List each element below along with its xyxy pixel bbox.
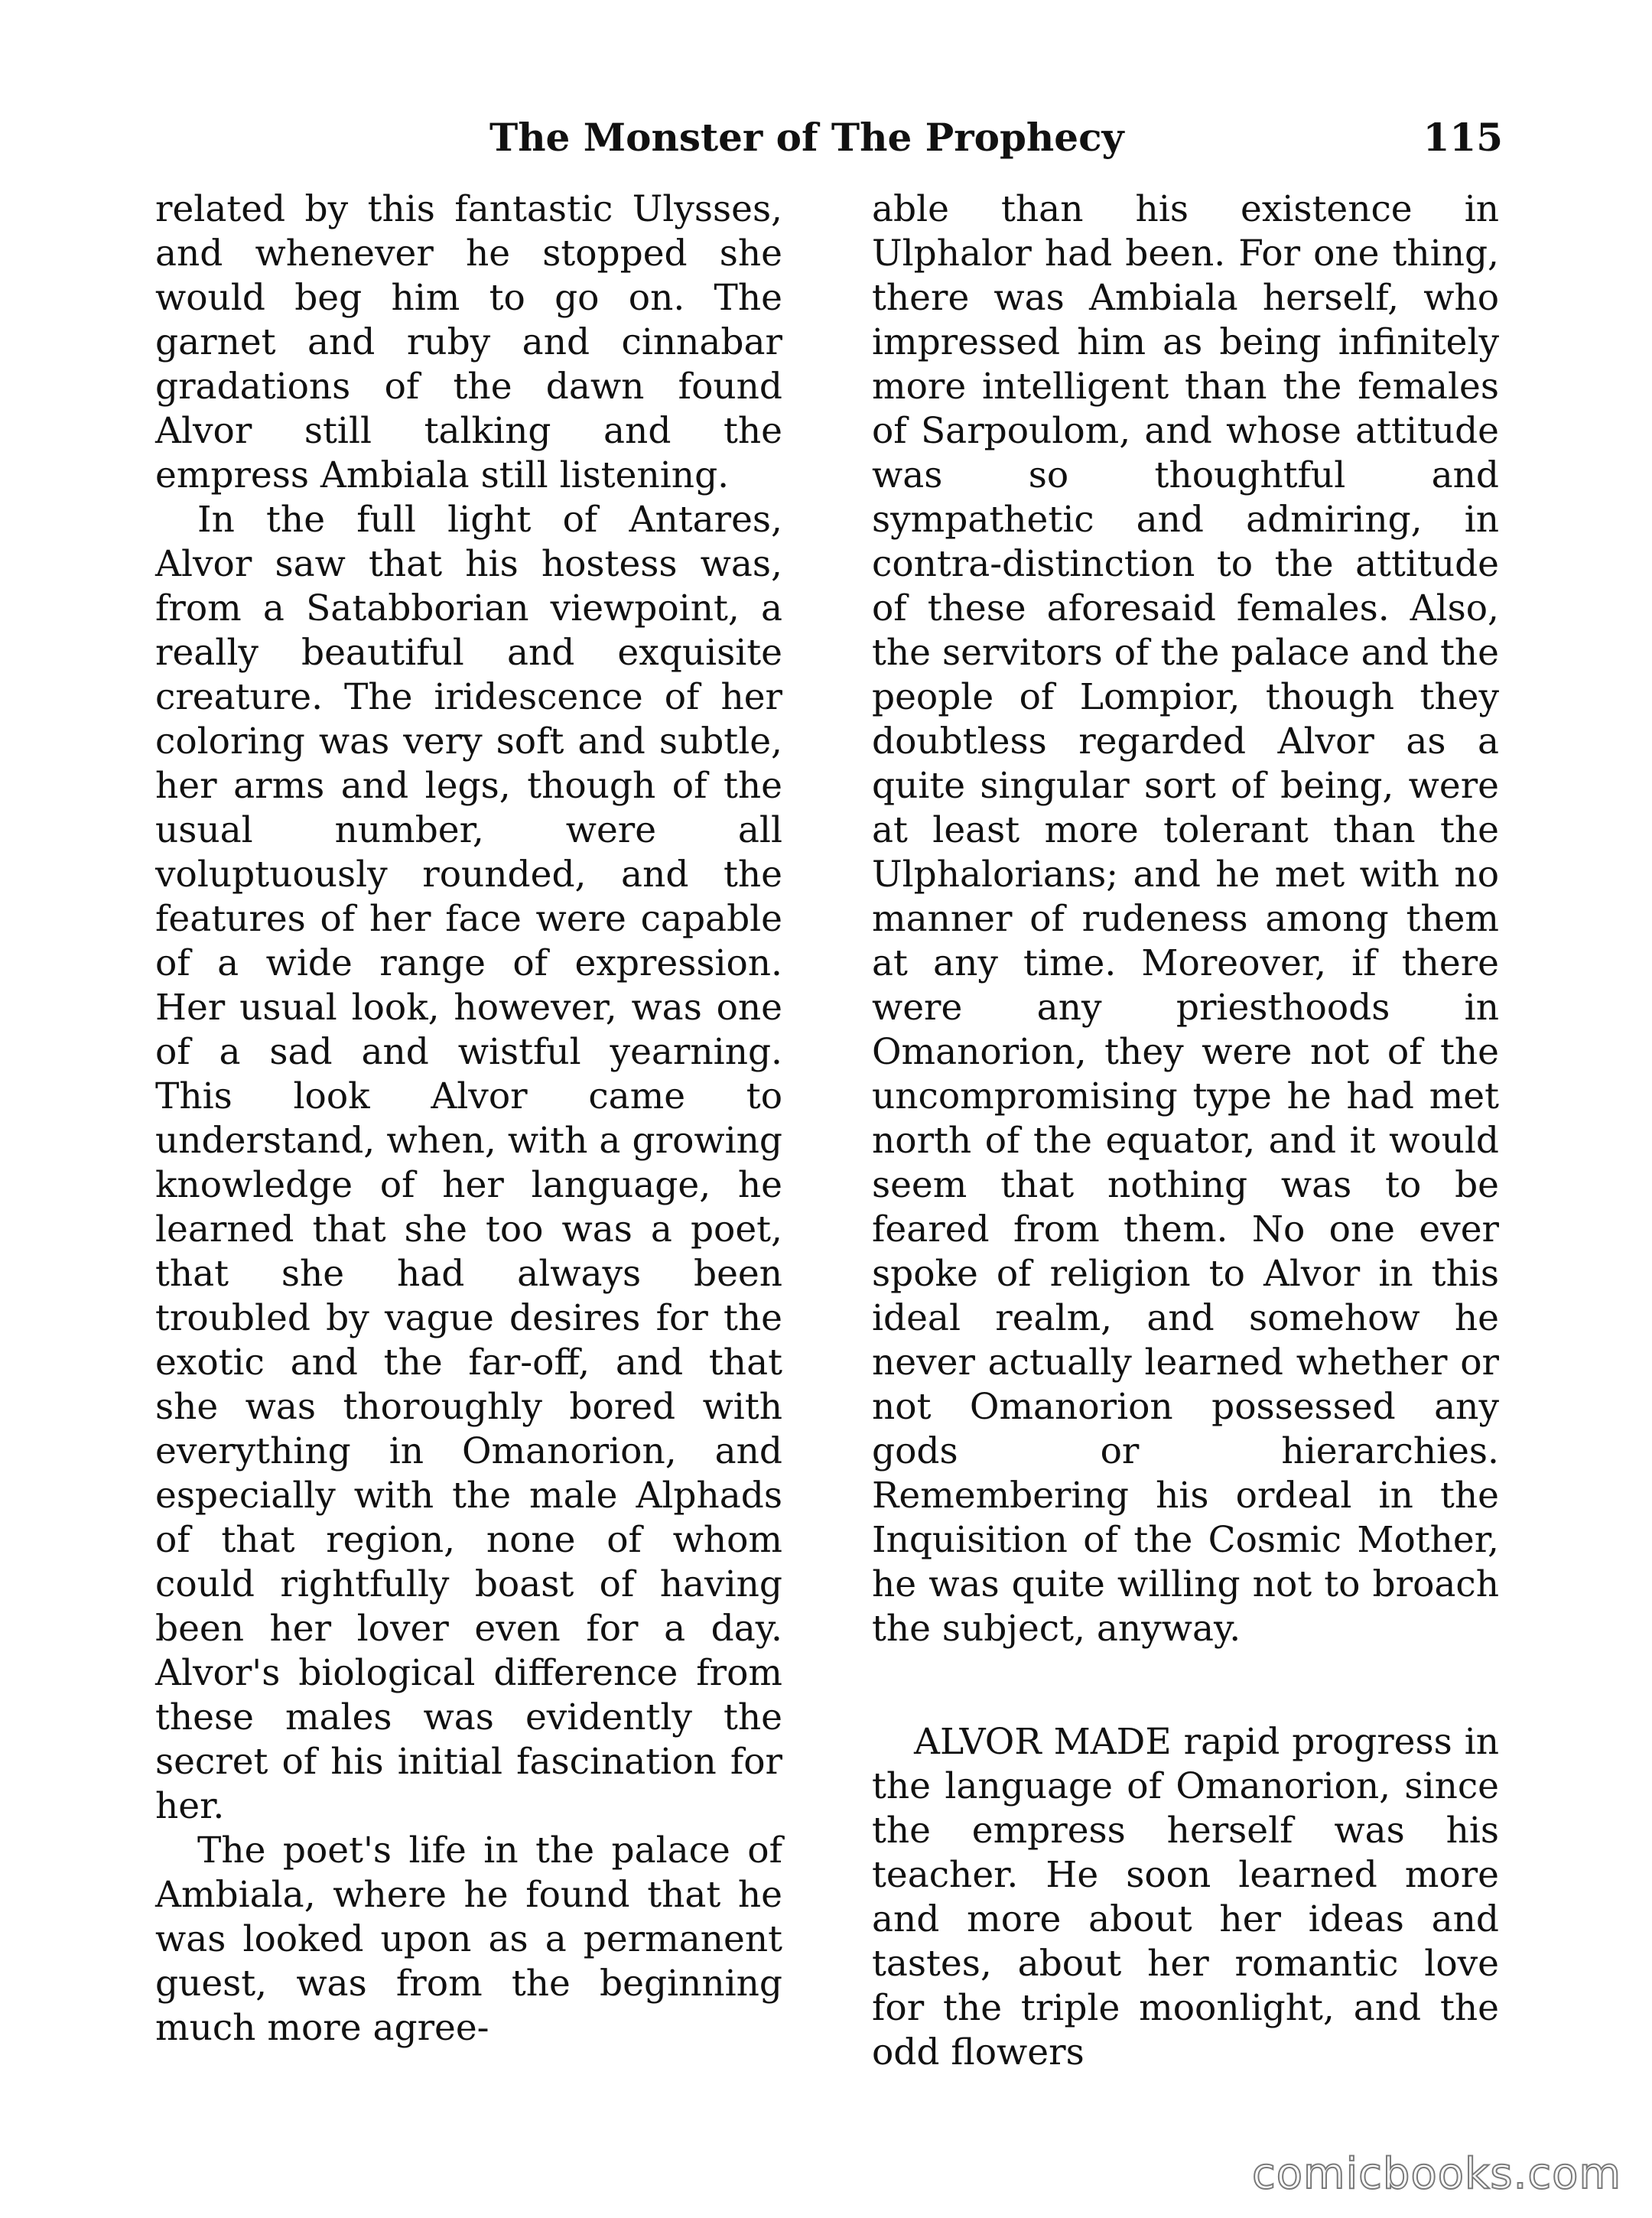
paragraph: In the full light of Antares, Alvor saw that his hostess was, from a Satabborian viewpoint, a really beautiful and exquisite creature. The iridescence of her coloring was very soft and subtle, her arms and legs, though of the usual number, were all voluptuously rounded, and the features of her face were capable of a wide range of expression. Her usual look, however, was one of a sad and wistful yearning. This look Alvor came to understand, when, with a growing knowledge of her language, he learned that she too was a poet, that she had always been troubled by vague desires for the exotic and the far-off, and that she was thoroughly bored with everything in Omanorion, and especially with the male Alphads of that region, none of whom could rightfully boast of having been her lover even for a day. Alvor's biological difference from these males was evidently the secret of his initial fascination for her. bbox=[155, 499, 782, 1827]
paragraph: The poet's life in the palace of Ambiala, where he found that he was looked upon as a permanent guest, was from the beginning much more agree- bbox=[155, 1829, 782, 2049]
right-column bbox=[872, 187, 1499, 2075]
left-column bbox=[155, 187, 782, 2051]
page-number: 115 bbox=[1423, 115, 1503, 160]
watermark: comicbooks.com bbox=[1251, 2149, 1621, 2199]
paragraph: able than his existence in Ulphalor had been. For one thing, there was Ambiala herself, who impressed him as being infinitely more intelligent than the females of Sarpoulom, and whose attitude was so thoughtful and sympathetic and admiring, in contra-distinction to the attitude of these aforesaid females. Also, the servitors of the palace and the people of Lompior, though they doubtless regarded Alvor as a quite singular sort of being, were at least more tolerant than the Ulphalorians; and he met with no manner of rudeness among them at any time. Moreover, if there were any priesthoods in Omanorion, they were not of the uncompromising type he had met north of the equator, and it would seem that nothing was to be feared from them. No one ever spoke of religion to Alvor in this ideal realm, and somehow he never actually learned whether or not Omanorion possessed any gods or hierarchies. Remembering his ordeal in the Inquisition of the Cosmic Mother, he was quite willing not to broach the subject, anyway. bbox=[872, 188, 1499, 1650]
running-header bbox=[489, 107, 1503, 168]
section-break bbox=[872, 1651, 1499, 1720]
running-title: The Monster of The Prophecy bbox=[489, 115, 1124, 160]
paragraph: related by this fantastic Ulysses, and whenever he stopped she would beg him to go on. The garnet and ruby and cinnabar gradations of the dawn found Alvor still talking and the empress Ambiala still listening. bbox=[155, 188, 782, 496]
paragraph: ALVOR MADE rapid progress in the language of Omanorion, since the empress herself was his teacher. He soon learned more and more about her ideas and tastes, about her romantic love for the triple moonlight, and the odd flowers bbox=[872, 1721, 1499, 2073]
